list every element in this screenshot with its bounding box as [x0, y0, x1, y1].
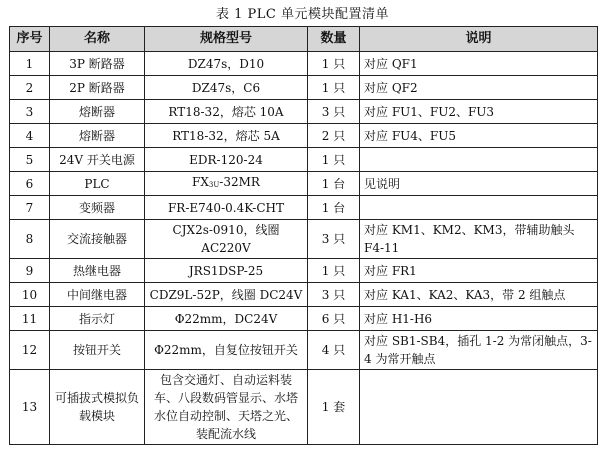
- table-header-row: [10, 27, 598, 52]
- cell-name: 指示灯: [50, 307, 145, 331]
- cell-name: 交流接触器: [50, 220, 145, 259]
- cell-spec: DZ47s，C6: [145, 76, 308, 100]
- cell-name: 熔断器: [50, 124, 145, 148]
- cell-index: 9: [10, 259, 50, 283]
- cell-spec: [145, 172, 308, 196]
- cell-index: 8: [10, 220, 50, 259]
- cell-spec: Φ22mm，自复位按钮开关: [145, 331, 308, 370]
- cell-quantity: 1 台: [308, 172, 360, 196]
- cell-name: 按钮开关: [50, 331, 145, 370]
- cell-note: 对应 QF2: [360, 76, 598, 100]
- table-row: [10, 172, 598, 196]
- cell-name: 2P 断路器: [50, 76, 145, 100]
- cell-quantity: 4 只: [308, 331, 360, 370]
- table-row: [10, 148, 598, 172]
- cell-spec: JRS1DSP-25: [145, 259, 308, 283]
- cell-spec: Φ22mm，DC24V: [145, 307, 308, 331]
- cell-quantity: 3 只: [308, 100, 360, 124]
- cell-note: 见说明: [360, 172, 598, 196]
- cell-index: 6: [10, 172, 50, 196]
- cell-note: [360, 196, 598, 220]
- cell-quantity: 1 台: [308, 196, 360, 220]
- cell-quantity: 1 只: [308, 76, 360, 100]
- cell-quantity: 1 只: [308, 148, 360, 172]
- cell-index: 7: [10, 196, 50, 220]
- spec-model-subscript: 3U: [208, 181, 220, 189]
- table-row: [10, 259, 598, 283]
- cell-quantity: 3 只: [308, 220, 360, 259]
- cell-index: 11: [10, 307, 50, 331]
- cell-name: 24V 开关电源: [50, 148, 145, 172]
- table-row: [10, 76, 598, 100]
- cell-name: 3P 断路器: [50, 52, 145, 76]
- header-index: 序号: [10, 27, 50, 52]
- cell-spec: FR-E740-0.4K-CHT: [145, 196, 308, 220]
- cell-note: [360, 148, 598, 172]
- cell-name: 变频器: [50, 196, 145, 220]
- cell-spec: RT18-32，熔芯 10A: [145, 100, 308, 124]
- spec-model-prefix: FX: [192, 175, 209, 189]
- cell-quantity: 1 套: [308, 370, 360, 445]
- cell-spec: EDR-120-24: [145, 148, 308, 172]
- cell-spec: DZ47s，D10: [145, 52, 308, 76]
- cell-spec: CDZ9L-52P，线圈 DC24V: [145, 283, 308, 307]
- cell-note: 对应 SB1-SB4，插孔 1-2 为常闭触点，3-4 为常开触点: [360, 331, 598, 370]
- cell-note: 对应 QF1: [360, 52, 598, 76]
- table-row: [10, 283, 598, 307]
- cell-note: 对应 FR1: [360, 259, 598, 283]
- plc-config-table: [9, 26, 598, 445]
- table-row: [10, 370, 598, 445]
- table-row: [10, 52, 598, 76]
- cell-index: 1: [10, 52, 50, 76]
- cell-quantity: 6 只: [308, 307, 360, 331]
- cell-quantity: 1 只: [308, 52, 360, 76]
- cell-spec: RT18-32，熔芯 5A: [145, 124, 308, 148]
- cell-note: 对应 KM1、KM2、KM3，带辅助触头 F4-11: [360, 220, 598, 259]
- cell-index: 12: [10, 331, 50, 370]
- cell-note: 对应 KA1、KA2、KA3，带 2 组触点: [360, 283, 598, 307]
- cell-name: PLC: [50, 172, 145, 196]
- cell-note: 对应 FU4、FU5: [360, 124, 598, 148]
- header-quantity: 数量: [308, 27, 360, 52]
- cell-note: 对应 FU1、FU2、FU3: [360, 100, 598, 124]
- cell-index: 4: [10, 124, 50, 148]
- cell-index: 10: [10, 283, 50, 307]
- cell-index: 5: [10, 148, 50, 172]
- cell-name: 热继电器: [50, 259, 145, 283]
- table-row: [10, 220, 598, 259]
- header-name: 名称: [50, 27, 145, 52]
- table-row: [10, 196, 598, 220]
- table-caption: 表 1 PLC 单元模块配置清单: [216, 7, 389, 22]
- cell-spec: 包含交通灯、自动运料装车、八段数码管显示、水塔水位自动控制、天塔之光、装配流水线: [145, 370, 308, 445]
- spec-model-suffix: -32MR: [219, 175, 260, 189]
- table-row: [10, 124, 598, 148]
- cell-quantity: 1 只: [308, 259, 360, 283]
- cell-name: 中间继电器: [50, 283, 145, 307]
- table-row: [10, 307, 598, 331]
- cell-index: 2: [10, 76, 50, 100]
- cell-quantity: 2 只: [308, 124, 360, 148]
- table-row: [10, 331, 598, 370]
- cell-note: [360, 370, 598, 445]
- cell-note: 对应 H1-H6: [360, 307, 598, 331]
- cell-index: 13: [10, 370, 50, 445]
- cell-spec: CJX2s-0910，线圈 AC220V: [145, 220, 308, 259]
- cell-name: 熔断器: [50, 100, 145, 124]
- cell-name: 可插拔式模拟负载模块: [50, 370, 145, 445]
- table-row: [10, 100, 598, 124]
- header-note: 说明: [360, 27, 598, 52]
- cell-quantity: 3 只: [308, 283, 360, 307]
- cell-index: 3: [10, 100, 50, 124]
- header-spec: 规格型号: [145, 27, 308, 52]
